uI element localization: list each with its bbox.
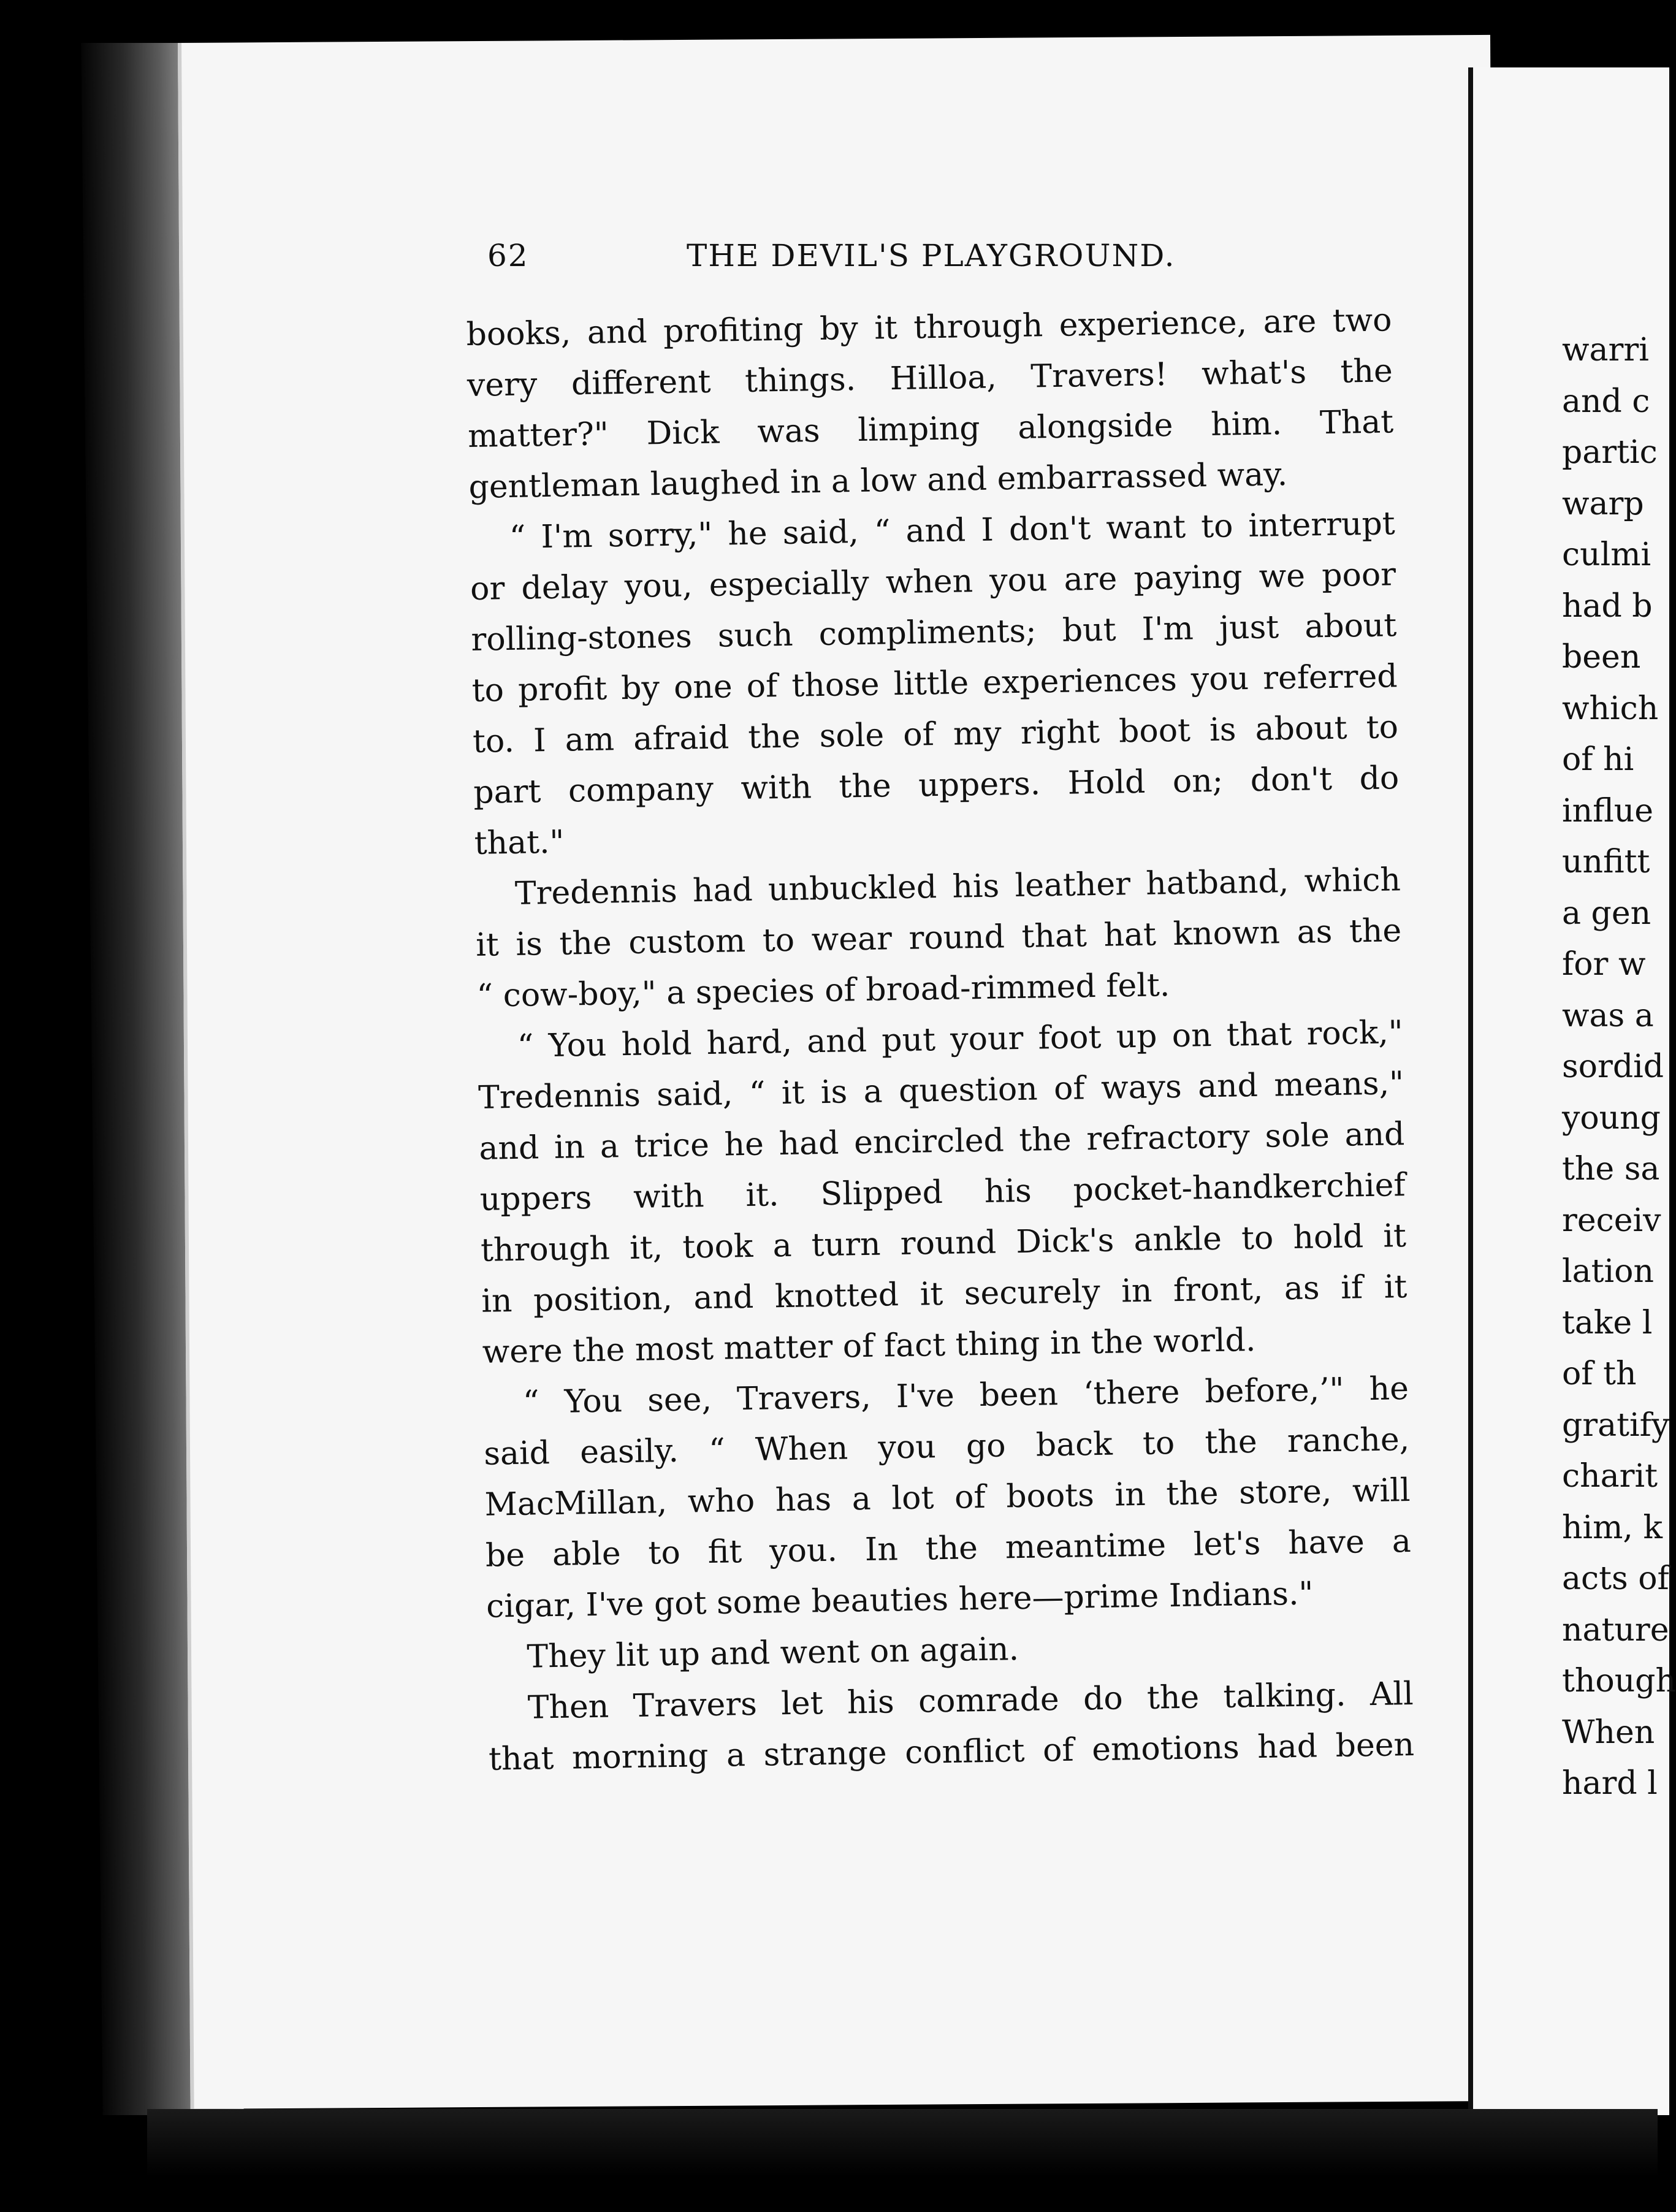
page-number: 62: [487, 238, 529, 273]
right-text-line: hard l: [1562, 1765, 1658, 1802]
text-line: They lit up and went on again.: [527, 1631, 1019, 1676]
right-text-line: take l: [1562, 1304, 1653, 1341]
text-line: matter?" Dick was limping alongside him. That: [467, 403, 1394, 455]
right-text-line: culmi: [1562, 536, 1651, 573]
text-line: Tredennis said, “ it is a question of ways and means,": [478, 1065, 1404, 1116]
text-line: in position, and knotted it securely in front, as if it: [481, 1268, 1407, 1320]
right-text-line: receiv: [1562, 1202, 1661, 1239]
right-text-line: warp: [1562, 485, 1644, 522]
text-line: cigar, I've got some beauties here—prime Indians.": [486, 1575, 1314, 1625]
text-line: part company with the uppers. Hold on; don't do: [473, 760, 1400, 811]
right-text-line: When: [1562, 1714, 1655, 1751]
right-text-line: influe: [1562, 792, 1654, 830]
text-line: be able to fit you. In the meantime let's have a: [485, 1523, 1412, 1574]
text-line: “ I'm sorry," he said, “ and I don't want to interrupt: [509, 505, 1396, 556]
text-line: Then Travers let his comrade do the talking. All: [527, 1676, 1414, 1726]
right-page-text-fragment: [1562, 325, 1676, 1810]
text-line: “ cow-boy," a species of broad-rimmed felt.: [476, 967, 1170, 1015]
text-line: or delay you, especially when you are paying we poor: [470, 556, 1396, 608]
right-text-line: though: [1562, 1663, 1676, 1699]
text-line: “ You see, Travers, I've been ‘there before,’" he: [522, 1370, 1409, 1421]
text-line: said easily. “ When you go back to the ranche,: [483, 1421, 1410, 1473]
right-text-line: of th: [1562, 1356, 1637, 1392]
right-text-line: had b: [1562, 587, 1653, 625]
text-line: “ You hold hard, and put your foot up on that rock,": [517, 1014, 1404, 1065]
running-title: THE DEVIL'S PLAYGROUND.: [687, 238, 1176, 273]
right-text-line: lation: [1562, 1253, 1654, 1290]
right-text-line: for w: [1562, 946, 1646, 983]
page-header: [487, 238, 1223, 281]
right-text-line: and c: [1562, 383, 1650, 420]
right-text-line: acts of: [1562, 1560, 1669, 1597]
right-text-line: unfitt: [1562, 844, 1650, 880]
text-line: uppers with it. Slipped his pocket-handkerchief: [479, 1167, 1406, 1218]
right-text-line: him, k: [1562, 1509, 1663, 1546]
page-bottom-shadow: [147, 2109, 1658, 2176]
right-text-line: gratify: [1562, 1406, 1670, 1444]
right-text-line: the sa: [1562, 1151, 1660, 1188]
right-text-line: of hi: [1562, 741, 1634, 778]
text-line: it is the custom to wear round that hat known as the: [475, 912, 1402, 964]
text-line: Tredennis had unbuckled his leather hatband, which: [514, 861, 1401, 912]
right-text-line: partic: [1562, 434, 1658, 471]
text-line: MacMillan, who has a lot of boots in the store, will: [484, 1472, 1411, 1524]
text-line: books, and profiting by it through experience, are two: [466, 302, 1392, 353]
right-text-line: warri: [1562, 332, 1649, 368]
right-text-line: been: [1562, 639, 1641, 676]
text-line: to profit by one of those little experiences you referred: [471, 658, 1398, 709]
text-line: were the most matter of fact thing in the world.: [482, 1321, 1256, 1371]
text-line: gentleman laughed in a low and embarrassed way.: [468, 456, 1288, 506]
right-text-line: was a: [1562, 997, 1654, 1034]
text-line: very different things. Hilloa, Travers! what's the: [467, 353, 1393, 404]
right-text-line: young: [1562, 1099, 1661, 1137]
text-line: rolling-stones such compliments; but I'm just about: [470, 607, 1397, 658]
text-line: that.": [474, 823, 565, 862]
right-text-line: charit: [1562, 1458, 1658, 1495]
text-line: to. I am afraid the sole of my right boot is about to: [472, 709, 1399, 760]
right-text-line: nature: [1562, 1611, 1669, 1649]
right-text-line: a gen: [1562, 894, 1651, 932]
body-text: [466, 295, 1415, 1785]
text-line: that morning a strange conflict of emotions had been: [488, 1726, 1415, 1778]
text-line: and in a trice he had encircled the refractory sole and: [479, 1116, 1405, 1167]
right-text-line: sordid: [1562, 1048, 1664, 1085]
right-text-line: which: [1562, 690, 1659, 727]
text-line: through it, took a turn round Dick's ankle to hold it: [480, 1218, 1407, 1269]
